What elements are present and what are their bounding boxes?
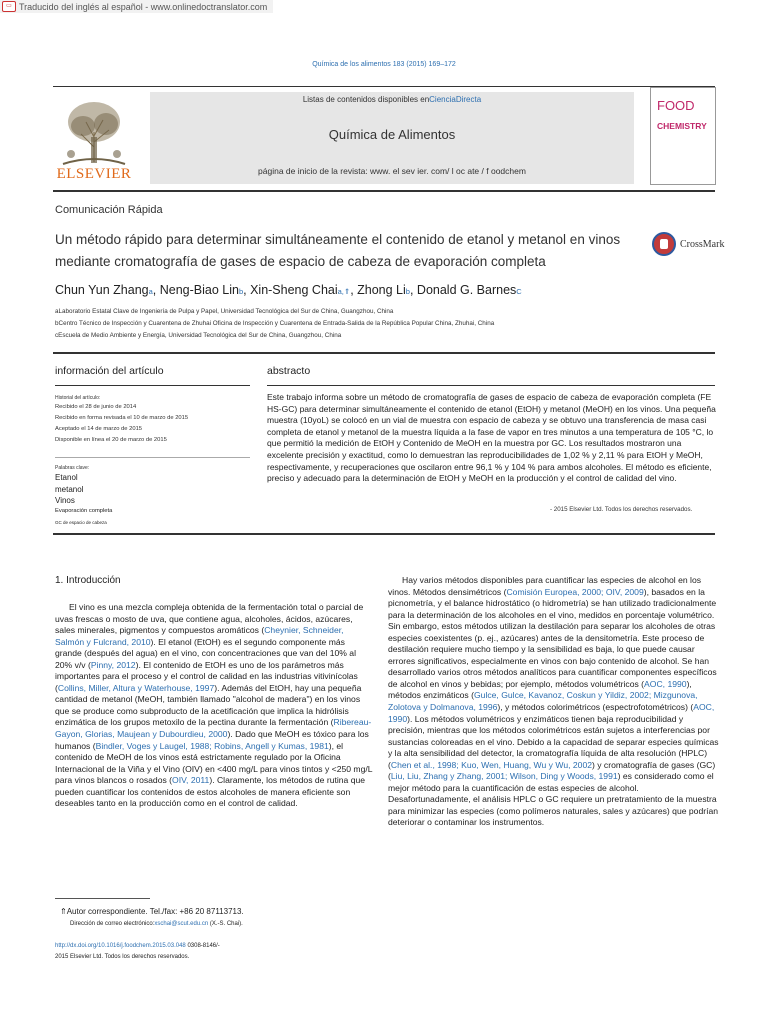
keywords-rule — [55, 457, 250, 458]
corresponding-author-note: ⇑Autor correspondiente. Tel./fax: +86 20 87113713. — [60, 907, 244, 916]
article-title: Un método rápido para determinar simultáneamente el contenido de etanol y metanol en vinos mediante cromatografía de gases de espacio de cabeza de evaporación completa — [55, 232, 621, 269]
email-footnote — [70, 921, 243, 927]
citation-link[interactable]: Cheynier, Schneider, Salmón y Fulcrand, 2010 — [55, 625, 344, 647]
history-label: Historial del artículo: — [55, 395, 101, 401]
body-text: ). Dado que MeOH es tóxico para los humanos ( — [55, 729, 369, 751]
doi-footnote — [55, 943, 220, 949]
sciencedirect-link[interactable]: CienciaDirecta — [429, 95, 482, 104]
history-item: Aceptado el 14 de marzo de 2015 — [55, 426, 143, 432]
email-owner: (X.-S. Chai). — [209, 921, 243, 927]
affiliation — [55, 308, 393, 315]
abstract-rule — [267, 385, 715, 386]
author-affiliation-link[interactable]: a — [148, 287, 153, 296]
crossmark-icon — [652, 232, 676, 256]
keyword: GC de espacio de cabeza — [55, 520, 107, 525]
affiliation-text: Escuela de Medio Ambiente y Energía, Universidad Tecnológica del Sur de China, Guangzhou, China — [58, 332, 342, 339]
body-text: El vino es una mezcla compleja obtenida de la fermentación total o parcial de uvas frescas o mosto de uva, que contiene agua, alcoholes, ácidos, azúcares, sales minerales, pigmentos y compuestos aromáticos ( — [55, 602, 364, 636]
body-text: ), métodos enzimáticos ( — [388, 678, 692, 701]
doi-link[interactable]: http://dx.doi.org/10.1016/j.foodchem.2015.03.048 — [55, 943, 186, 949]
body-text: ), basados en la picnometría, y el balance hidrostático (o hidrometría) se han utilizado tradicionalmente para la determinación de los alcoholes en el vino, medidos en porcentaje volumétrico. Sin embargo, estos métodos utilizan la destilación para separar los alcoholes de otras especies coexistentes (p. ej., azúcares) antes de la densitometría. Este proceso de destilación requiere mucho tiempo y la sensibilidad es baja, lo que puede causar errores significativos, especialmente en vinos con bajo contenido de alcohol. Se han desarrollado varios otros métodos analíticos para cuantificar componentes específicos de alcohol en vinos y bebidas; por ejemplo, métodos volumétricos ( — [388, 586, 717, 689]
crossmark-button[interactable] — [652, 230, 732, 258]
body-text: ). Los métodos volumétricos y enzimáticos tienen baja reproducibilidad y precisión, mientras que los métodos colorimétricos están sujetos a interferencias por sustancias coloreadas en el vino. Debido a la capacidad de separar especies químicas y la alta sensibilidad del detector, la cromatografía líquida de alta resolución (HPLC) ( — [388, 713, 719, 770]
author-name: Neng-Biao Lin — [159, 283, 239, 297]
abstract-text: Este trabajo informa sobre un método de cromatografía de gases de espacio de cabeza de evaporación completa (FE HS-GC) para determinar simultáneamente el contenido de etanol (EtOH) y metanol (MeOH) en los vinos. Una pequeña muestra (10yoL) se colocó en un vial de muestra con espacio de cabeza y se obtuvo una transferencia de masa casi completa de etanol y metanol de la muestra líquida a la fase de vapor en tres minutos a una temperatura de 105 °C, lo que permitió la medición de EtOH y Contenido de MeOH en la muestra por GC. Los resultados mostraron una excelente precisión y exactitud, como lo demuestran las reproducibilidades de 1,02 % y 2,11 % para EtOH y MeOH, respectivamente, y recuperaciones que oscilaron entre 96,1 % y 104 % para ambos alcoholes. El método es eficiente, preciso y adecuado para la determinación de EtOH y MeOH en la producción y el control de calidad del vino. — [267, 392, 716, 484]
citation-link[interactable]: Liu, Liu, Zhang y Zhang, 2001; Wilson, Ding y Woods, 1991 — [390, 771, 618, 782]
body-text: ). Claramente, los métodos de rutina que pueden cuantificar los contenidos de estos alcoholes de manera eficiente son deseables tanto en la producción como en el control de calidad. — [55, 775, 366, 809]
affiliation-mark: c — [55, 332, 59, 339]
citation-link[interactable]: Chen et al., 1998; Kuo, Wen, Huang, Wu y Wu, 2002 — [390, 759, 592, 770]
body-text: ). El etanol (EtOH) es el segundo componente más grande (después del agua) en el vino, con concentraciones que van del 10% al 20% v/v ( — [55, 636, 356, 670]
author-affiliation-link[interactable]: b — [238, 287, 244, 296]
translator-banner-text[interactable]: Traducido del inglés al español - www.onlinedoctranslator.com — [19, 1, 268, 12]
cover-title-chemistry: CHEMISTRY — [657, 121, 707, 131]
footer-copyright: 2015 Elsevier Ltd. Todos los derechos reservados. — [55, 954, 190, 960]
section-type: Comunicación Rápida — [55, 204, 163, 216]
keyword: Etanol — [55, 473, 78, 482]
journal-homepage[interactable]: página de inicio de la revista: www. el sev ier. com/ l oc ate / f oodchem — [258, 166, 526, 176]
author-affiliation-link[interactable]: a,⇑ — [337, 287, 351, 296]
article-info-rule — [55, 385, 250, 386]
affiliations-rule — [53, 352, 715, 354]
affiliation-mark: a — [55, 308, 59, 315]
citation-link[interactable]: Pinny, 2012 — [90, 659, 136, 670]
email-link[interactable]: xschai@scut.edu.cn — [154, 921, 209, 927]
citation-link[interactable]: Comisión Europea, 2000; OIV, 2009 — [506, 586, 644, 597]
journal-reference-link[interactable]: Química de los alimentos 183 (2015) 169–172 — [312, 61, 456, 68]
contents-line — [150, 95, 634, 104]
footnote-rule — [55, 898, 150, 899]
body-text: ) y cromatografía de gases (GC) ( — [388, 759, 716, 782]
abstract-heading: abstracto — [267, 365, 311, 377]
affiliation — [55, 320, 494, 327]
citation-link[interactable]: AOC, 1990 — [644, 678, 687, 689]
introduction-paragraph — [388, 575, 721, 829]
history-item: Recibido el 28 de junio de 2014 — [55, 404, 137, 410]
keyword: Vinos — [55, 496, 75, 505]
author-affiliation-link[interactable]: C — [516, 287, 522, 296]
author-affiliation-link[interactable]: b — [405, 287, 410, 296]
body-text: ), el contenido de MeOH de los vinos está estrictamente regulado por la Oficina Internacional de la Viña y el Vino (OIV) en <400 mg/L para vinos tintos y <250 mg/L para vinos blancos o rosados ( — [55, 740, 373, 786]
keywords-label: Palabras clave: — [55, 465, 90, 471]
body-text: Hay varios métodos disponibles para cuantificar las especies de alcohol en los vinos. Métodos densimétricos ( — [388, 575, 702, 597]
issn: 0308-8146/- — [187, 943, 220, 949]
cover-title-food: FOOD — [657, 98, 695, 113]
author-name: Xin-Sheng Chai — [250, 283, 338, 297]
citation-link[interactable]: Collins, Miller, Altura y Waterhouse, 1997 — [57, 682, 215, 693]
email-label: Dirección de correo electrónico: — [70, 921, 155, 927]
citation-link[interactable]: Gulce, Gulce, Kavanoz, Coskun y Yildiz, 2002; Mizgunova, Zolotova y Dolmanova, 1996 — [388, 690, 698, 713]
citation-link[interactable]: Bindler, Voges y Laugel, 1988; Robins, Angell y Kumas, 1981 — [95, 740, 329, 751]
introduction-right-column — [388, 575, 721, 829]
introduction-left-column — [55, 602, 373, 810]
keyword: metanol — [55, 485, 84, 494]
citation-link[interactable]: Ribereau-Gayon, Glorias, Maujean y Dubourdieu, 2000 — [55, 717, 372, 740]
author-name: Zhong Li — [357, 283, 406, 297]
history-item: Recibido en forma revisada el 10 de marzo de 2015 — [55, 415, 189, 421]
author-name: Chun Yun Zhang — [55, 283, 149, 297]
author-name: Donald G. Barnes — [416, 283, 517, 297]
affiliation — [55, 332, 341, 339]
keyword: Evaporación completa — [55, 508, 113, 514]
author-list: Chun Yun Zhanga, Neng-Biao Linb, Xin-Sheng Chaia,⇑, Zhong Lib, Donald G. BarnesC — [55, 283, 522, 297]
citation-link[interactable]: AOC, 1990 — [388, 702, 715, 724]
translator-icon: ▭ — [2, 1, 16, 12]
header-top-rule — [53, 86, 715, 87]
journal-title: Química de Alimentos — [328, 127, 456, 142]
translator-banner[interactable] — [0, 0, 273, 13]
crossmark-label: CrossMark — [680, 238, 725, 250]
history-item: Disponible en línea el 20 de marzo de 2015 — [55, 437, 167, 443]
introduction-paragraph — [55, 602, 373, 810]
affiliation-text: Centro Técnico de Inspección y Cuarentena de Zhuhai Oficina de Inspección y Cuarentena de Entrada-Salida de la República Popular China, Zhuhai, China — [58, 320, 495, 327]
body-text: ). El contenido de EtOH es uno de los parámetros más importantes para el proceso y el control de calidad en las industrias vitivinícolas ( — [55, 659, 358, 693]
contents-prefix: Listas de contenidos disponibles en — [302, 95, 430, 104]
abstract-copyright: - 2015 Elsevier Ltd. Todos los derechos reservados. — [550, 506, 693, 513]
citation-link[interactable]: OIV, 2011 — [172, 775, 210, 786]
abstract-bottom-rule — [53, 533, 715, 535]
body-text: ). Además del EtOH, hay una pequeña cantidad de metanol (MeOH, también llamado "alcohol de madera") en los vinos que se produce como subproducto de la acetificación que implica la hidrólisis enzimática de los grupos metoxilo de la pectina durante la fermentación ( — [55, 682, 362, 728]
header-bottom-rule — [53, 190, 715, 192]
body-text: ), y métodos colorimétricos (espectrofotométricos) ( — [497, 702, 694, 713]
introduction-heading: 1. Introducción — [55, 575, 121, 586]
body-text: ) es considerado como el mejor método para la cuantificación de estas especies de alcohol. Desafortunadamente, el análisis HPLC o GC requiere un pretratamiento de la muestra para minimizar las especies (como polímeros naturales, sales y azúcares) que podrían deteriorar o contaminar los instrumentos. — [388, 771, 719, 828]
affiliation-mark: b — [55, 320, 59, 327]
publisher-name: ELSEVIER — [56, 166, 132, 182]
affiliation-text: Laboratorio Estatal Clave de Ingeniería de Pulpa y Papel, Universidad Tecnológica del Sur de China, Guangzhou, China — [58, 308, 394, 315]
article-info-heading: información del artículo — [55, 365, 164, 377]
